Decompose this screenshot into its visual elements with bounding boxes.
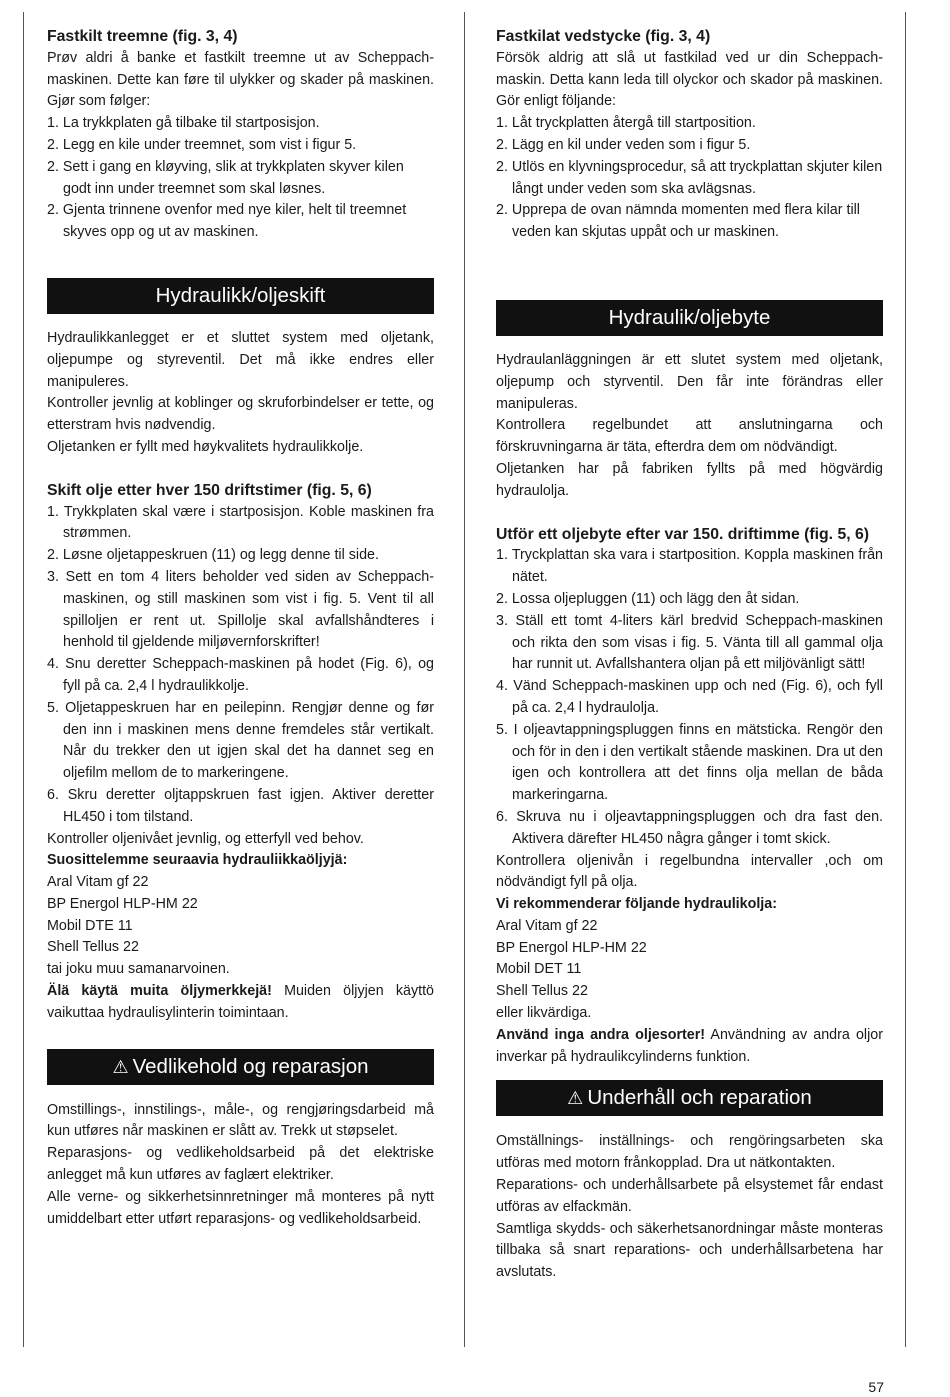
left-column — [47, 26, 434, 1230]
oil-warning — [47, 981, 434, 1025]
list-item: 6. Skruva nu i oljeavtappningspluggen och dra fast den. Aktivera därefter HL450 några gånger i tomt skick. — [496, 808, 883, 847]
oil-recommendation-heading: Suosittelemme seuraavia hydrauliikkaöljyjä: — [47, 852, 348, 869]
warning-icon: ⚠ — [112, 1056, 129, 1077]
paragraph: Alle verne- og sikkerhetsinnretninger må monteres på nytt umiddelbart etter utført reparasjons- og vedlikeholdsarbeid. — [47, 1188, 434, 1227]
right-column-rule — [905, 12, 906, 1347]
paragraph: Reparasjons- og vedlikeholdsarbeid på det elektriske anlegget må kun utføres av faglært elektriker. — [47, 1145, 434, 1184]
section-banner: Hydraulik/oljebyte — [496, 300, 883, 336]
oil-warning-bold: Använd inga andra oljesorter! — [496, 1026, 706, 1043]
list-item: 5. Oljetappeskruen har en peilepinn. Rengjør denne og før den inn i maskinen mens denne fremdeles står vertikalt. Når du trekker den ut igjen skal det ha dannet seg en oljefilm mellom de to markeringene. — [47, 699, 434, 782]
paragraph: Kontrollera oljenivån i regelbundna intervaller ,och om nödvändigt fyll på olja. — [496, 852, 883, 891]
list-item: 6. Skru deretter oljtappskruen fast igjen. Aktiver deretter HL450 i tom tilstand. — [47, 786, 434, 825]
step-list — [496, 545, 883, 850]
section-heading: Fastkilt treemne (fig. 3, 4) — [47, 28, 238, 45]
paragraph: Kontroller jevnlig at koblinger og skruforbindelser er tette, og etterstram hvis nødvendig. — [47, 395, 434, 434]
oil-item: Shell Tellus 22 — [496, 983, 588, 1000]
list-item: 5. I oljeavtappningspluggen finns en mätsticka. Rengör den och för in den i den vertikalt stående maskinen. Dra ut den igen och kontrollera att det finns olja mellan de båda markeringarna. — [496, 721, 883, 804]
left-column-rule — [23, 12, 24, 1347]
paragraph: Oljetanken er fyllt med høykvalitets hydraulikkolje. — [47, 438, 364, 455]
banner-label: Underhåll och reparation — [587, 1086, 812, 1110]
section-banner — [47, 1049, 434, 1085]
center-column-rule — [464, 12, 465, 1347]
list-item: 4. Vänd Scheppach-maskinen upp och ned (Fig. 6), och fyll på ca. 2,4 l hydraulolja. — [496, 678, 883, 716]
paragraph: Samtliga skydds- och säkerhetsanordningar måste monteras tillbaka så snart reparations- och underhållsarbetena har avslutats. — [496, 1220, 883, 1281]
paragraph: tai joku muu samanarvoinen. — [47, 961, 230, 978]
step-list — [47, 113, 434, 244]
paragraph: Reparations- och underhållsarbete på elsystemet får endast utföras av elfackmän. — [496, 1177, 883, 1215]
list-item: 2. Upprepa de ovan nämnda momenten med flera kilar till veden kan skjutas uppåt och ur maskinen. — [496, 202, 860, 241]
step-list — [496, 113, 883, 244]
section-heading: Fastkilat vedstycke (fig. 3, 4) — [496, 28, 711, 45]
list-item: 2. Gjenta trinnene ovenfor med nye kiler, helt til treemnet skyves opp og ut av maskinen. — [47, 202, 407, 241]
page-number: 57 — [868, 1379, 884, 1395]
paragraph: Kontroller oljenivået jevnlig, og etterfyll ved behov. — [47, 830, 364, 847]
oil-item: Aral Vitam gf 22 — [47, 874, 149, 891]
list-item: 1. Låt tryckplatten återgå till startposition. — [496, 115, 756, 132]
oil-item: Mobil DET 11 — [496, 961, 582, 978]
paragraph: Försök aldrig att slå ut fastkilad ved ur din Scheppach-maskin. Detta kann leda till olyckor och skador på maskinen. Gör enligt följande: — [496, 49, 883, 110]
oil-warning-text: Muiden öljyjen käyttö vaikuttaa hydraulisylinterin toimintaan. — [47, 983, 434, 1021]
paragraph: Kontrollera regelbundet att anslutningarna och förskruvningarna är täta, efterdra dem om nödvändigt. — [496, 417, 883, 456]
list-item: 2. Utlös en klyvningsprocedur, så att tryckplattan skjuter kilen långt under veden som ska avlägsnas. — [496, 158, 883, 197]
oil-item: BP Energol HLP-HM 22 — [496, 939, 647, 956]
list-item: 3. Ställ ett tomt 4-liters kärl bredvid Scheppach-maskinen och rikta den som visas i fig. 5. Vänta till all gammal olja har runnit ut. Avfallshantera oljan på ett miljövänligt sätt! — [496, 612, 883, 673]
list-item: 2. Løsne oljetappeskruen (11) og legg denne til side. — [47, 547, 379, 564]
section-heading: Skift olje etter hver 150 driftstimer (fig. 5, 6) — [47, 481, 372, 499]
oil-item: Mobil DTE 11 — [47, 917, 133, 934]
list-item: 1. Tryckplattan ska vara i startposition. Koppla maskinen från nätet. — [496, 547, 883, 586]
banner-label: Vedlikehold og reparasjon — [132, 1054, 369, 1078]
list-item: 3. Sett en tom 4 liters beholder ved siden av Scheppach-maskinen, og still maskinen som vist i fig. 5. Vent til all spilloljen er rent ut. Spillolje skal avfallshåndteres i henhold til gjeldende miljøvernforskrifter! — [47, 568, 434, 651]
section-heading: Utför ett oljebyte efter var 150. driftimme (fig. 5, 6) — [496, 525, 870, 543]
step-list — [47, 502, 434, 829]
paragraph: Hydraulikkanlegget er et sluttet system med oljetank, oljepumpe og styreventil. Det må ikke endres eller manipuleres. — [47, 329, 434, 390]
paragraph: Oljetanken har på fabriken fyllts på med högvärdig hydraulolja. — [496, 460, 883, 499]
oil-item: Shell Tellus 22 — [47, 939, 139, 956]
paragraph: Hydraulanläggningen är ett slutet system med oljetank, oljepump och styrventil. Den får inte förändras eller manipuleras. — [496, 351, 883, 412]
list-item: 1. La trykkplaten gå tilbake til startposisjon. — [47, 115, 320, 132]
paragraph: eller likvärdiga. — [496, 1005, 592, 1022]
list-item: 2. Legg en kile under treemnet, som vist i figur 5. — [47, 136, 357, 153]
right-column — [496, 26, 883, 1284]
oil-item: BP Energol HLP-HM 22 — [47, 895, 198, 912]
paragraph: Omstillings-, innstilings-, måle-, og rengjøringsdarbeid må kun utføres når maskinen er slått av. Trekk ut støpselet. — [47, 1101, 434, 1140]
list-item: 2. Sett i gang en kløyving, slik at trykkplaten skyver kilen godt inn under treemnet som skal løsnes. — [47, 158, 404, 197]
oil-warning-bold: Älä käytä muita öljymerkkejä! — [47, 983, 272, 1000]
list-item: 4. Snu deretter Scheppach-maskinen på hodet (Fig. 6), og fyll på ca. 2,4 l hydraulikkolje. — [47, 656, 434, 694]
list-item: 2. Lägg en kil under veden som i figur 5. — [496, 136, 751, 153]
section-banner: Hydraulikk/oljeskift — [47, 278, 434, 314]
paragraph: Omställnings- inställnings- och rengöringsarbeten ska utföras med motorn frånkopplad. Dra ut nätkontakten. — [496, 1133, 883, 1172]
oil-warning — [496, 1025, 883, 1069]
list-item: 2. Lossa oljepluggen (11) och lägg den åt sidan. — [496, 590, 800, 607]
list-item: 1. Trykkplaten skal være i startposisjon. Koble maskinen fra strømmen. — [47, 503, 434, 542]
section-banner — [496, 1080, 883, 1116]
paragraph: Prøv aldri å banke et fastkilt treemne ut av Scheppach-maskinen. Dette kan føre til ulykker og skader på maskinen. Gjør som følger: — [47, 49, 434, 110]
oil-recommendation-heading: Vi rekommenderar följande hydraulikolja: — [496, 896, 777, 913]
oil-item: Aral Vitam gf 22 — [496, 917, 598, 934]
warning-icon: ⚠ — [567, 1088, 584, 1109]
oil-warning-text: Användning av andra oljor inverkar på hydraulikcylinderns funktion. — [496, 1026, 883, 1065]
